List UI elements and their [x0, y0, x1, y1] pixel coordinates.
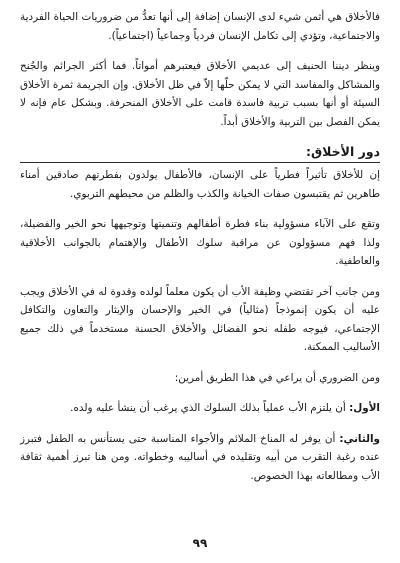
page-number: ٩٩: [192, 536, 208, 550]
point-first-lead: الأول:: [349, 402, 380, 414]
point-second-text: أن يوفر له المناخ الملائم والأجواء المناسبة حتى يستأنس به الطفل فتبرز عنده رغبة التقرب من أبيه وتقليده في أساليبه وخطواته. ومن هنا تبرز أهمية ثقافة الأب ومطالعاته بهذا الخصوص.: [20, 432, 380, 482]
paragraph-section-2: وتقع على الآباء مسؤولية بناء فطرة أطفالهم وتنميتها وتوجيهها نحو الخير والفضيلة، ولذا فهم مسؤولون عن مراقبة سلوك الأطفال والإهتمام بالجوانب الأخلاقية والعاطفية.: [20, 218, 380, 267]
point-second: [20, 430, 380, 486]
paragraph-intro-1: فالأخلاق هي أثمن شيء لدى الإنسان إضافة إلى أنها تعدُّ من ضروريات الحياة الفردية والاجتماعية، وتؤدي إلى تكامل الإنسان فردياً وجماعياً (اجتماعياً).: [20, 11, 380, 42]
point-first: [20, 399, 380, 418]
paragraph-section-1: إن للأخلاق تأثيراً فطرياً على الإنسان، فالأطفال يولدون بفطرتهم صادقين أمناء طاهرين ثم يقتبسون صفات الخيانة والكذب والظلم من محيطهم التربوي.: [20, 169, 380, 200]
paragraph-section-4: ومن الضروري أن يراعي في هذا الطريق أمرين:: [174, 371, 380, 384]
paragraph-intro-2: وينظر ديننا الحنيف إلى عديمي الأخلاق فيعتبرهم أمواتاً. فما أكثر الجرائم والجُنح والمشاكل والمفاسد التي لا يمكن حلّها إلاّ في ظل الأخلاق. وإن الجريمة ثمرة الأخلاق السيئة أو أنها بسبب تربية فاسدة قامت على الأخلاق المنحرفة. وبشكل عام فإنه لا يمكن الفصل بين التربية والأخلاق أبداً.: [20, 60, 380, 128]
point-second-lead: والثاني:: [339, 432, 380, 445]
heading-divider: [20, 162, 380, 163]
section-heading: دور الأخلاق:: [306, 144, 380, 159]
point-first-text: أن يلتزم الأب عملياً بذلك السلوك الذي يرغب أن ينشأ عليه ولده.: [70, 402, 350, 414]
paragraph-section-3: ومن جانب آخر تقتضي وظيفة الأب أن يكون معلماً لولده وقدوة له في الأخلاق ويجب عليه أن يكون إنموذجاً (مثالياً) في الخير والإحسان والإيثار والتعاون والتكافل الإجتماعي، فيوجه طفله نحو الفضائل والأخلاق الحسنة مستخدماً في ذلك جميع الأساليب الممكنة.: [20, 285, 380, 353]
